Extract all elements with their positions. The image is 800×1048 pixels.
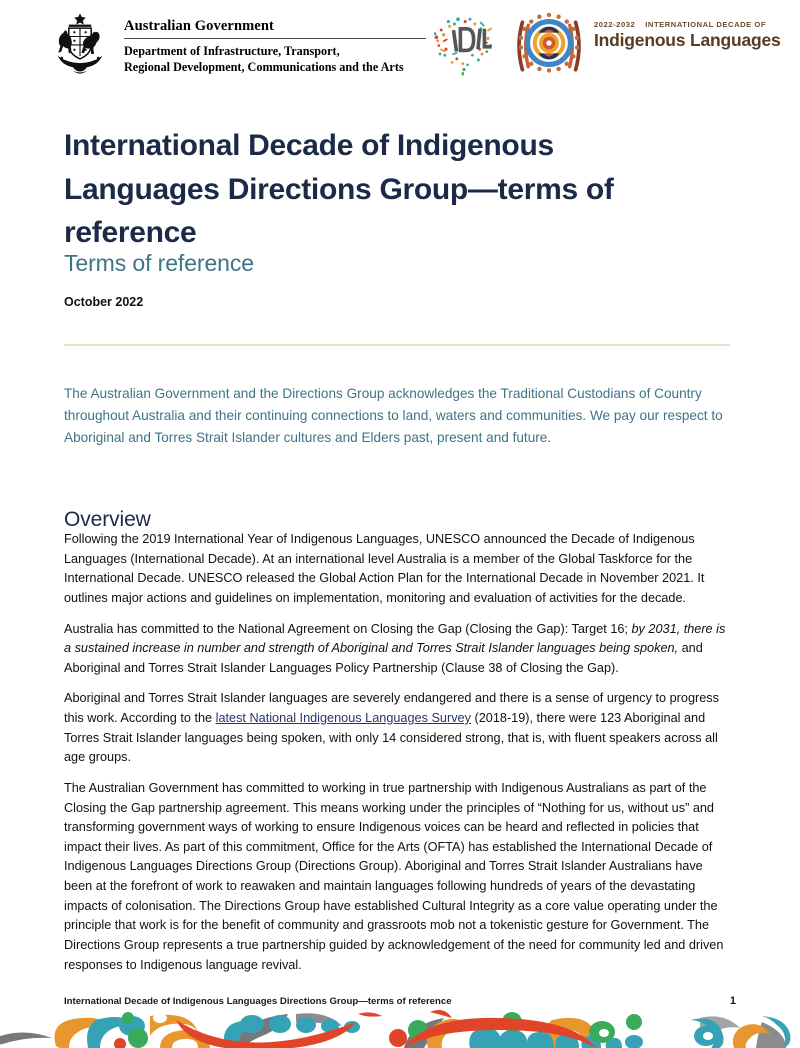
- paragraph-4: The Australian Government has committed to working in true partnership with Indigenous Australians as part of the Closing the Gap partnership agreement. This means working under the principles of “Nothing for us, without us” and transforming government ways of working to ensure Indigenous voices can be heard and reflected in policies that impact their lives. As part of this commitment, Office for the Arts (OFTA) has established the International Decade of Indigenous Languages Directions Group (Directions Group). Aboriginal and Torres Strait Islander Australians have been at the forefront of work to reawaken and maintain languages following hundreds of years of the devastating impacts of colonisation. The Directions Group have established Cultural Integrity as a core value operating under the principle that work is for the benefit of community and grassroots mob not a tokenistic gesture for Government. The Directions Group represents a true partnership guided by acknowledgement of the need for community led and driven responses to Indigenous language revival.: [64, 780, 724, 972]
- government-wordmark: [124, 18, 429, 76]
- idil-kicker-line: [594, 19, 767, 29]
- department-name-line1: Department of Infrastructure, Transport,: [124, 43, 340, 58]
- acknowledgement-of-country: The Australian Government and the Directions Group acknowledges the Traditional Custodians of Country throughout Australia and their continuing connections to land, waters and communities. We pay our respect to Aboriginal and Torres Strait Islander cultures and Elders past, present and future.: [64, 386, 723, 446]
- section-heading-overview: Overview: [64, 508, 151, 532]
- paragraph-1: Following the 2019 International Year of Indigenous Languages, UNESCO announced the Decade of Indigenous Languages (International Decade). At an international level Australia is a member of the Global Taskforce for the International Decade. UNESCO released the Global Action Plan for the International Decade in November 2021. It outlines major actions and guidelines on implementation, monitoring and evaluation of activities for the decade.: [64, 532, 705, 605]
- idil-years: 2022-2032: [594, 19, 636, 29]
- idil-australia-map-logo-icon: [428, 12, 500, 78]
- page-subtitle: Terms of reference: [64, 250, 254, 276]
- paragraph-2-lead: Australia has committed to the National Agreement on Closing the Gap (Closing the Gap): Target 16;: [64, 621, 632, 636]
- overview-body: [64, 530, 731, 975]
- link-national-indigenous-languages-survey[interactable]: latest National Indigenous Languages Survey: [215, 711, 471, 725]
- paragraph-3: [64, 689, 731, 768]
- paragraph-2: [64, 620, 731, 679]
- paragraph-3-lead: Aboriginal and Torres Strait Islander languages are severely endangered and there is a sense of urgency to progress this work. According to the: [64, 691, 719, 725]
- government-name: Australian Government: [124, 18, 274, 34]
- department-name-line2: Regional Development, Communications and the Arts: [124, 60, 404, 75]
- idil-wordmark-text: Indigenous Languages: [594, 30, 781, 50]
- paragraph-3-tail: (2018-19), there were 123 Aboriginal and Torres Strait Islander languages being spoken, with only 14 considered strong, that is, with fluent speakers across all age groups.: [64, 711, 718, 765]
- masthead-divider: [124, 38, 426, 39]
- document-masthead: [0, 0, 800, 92]
- paragraph-2-tail: and Aboriginal and Torres Strait Islander Languages Policy Partnership (Clause 38 of Closing the Gap).: [64, 641, 703, 675]
- indigenous-art-decorative-band: [0, 1008, 800, 1048]
- idil-kicker-text: INTERNATIONAL DECADE OF: [645, 19, 767, 29]
- idil-circular-medallion-logo-icon: [512, 9, 586, 83]
- page-title: International Decade of Indigenous Languages Directions Group—terms of reference: [64, 129, 614, 250]
- publication-date: October 2022: [64, 295, 144, 309]
- idil-wordmark: [594, 19, 781, 50]
- footer-document-title: International Decade of Indigenous Languages Directions Group—terms of reference: [64, 996, 452, 1007]
- header-divider: [64, 344, 730, 346]
- footer-page-number: 1: [729, 995, 736, 1007]
- paragraph-2-italic-quote: by 2031, there is a sustained increase in number and strength of Aboriginal and Torres Strait Islander languages being spoken,: [64, 621, 726, 656]
- australian-coat-of-arms-icon: [45, 12, 115, 82]
